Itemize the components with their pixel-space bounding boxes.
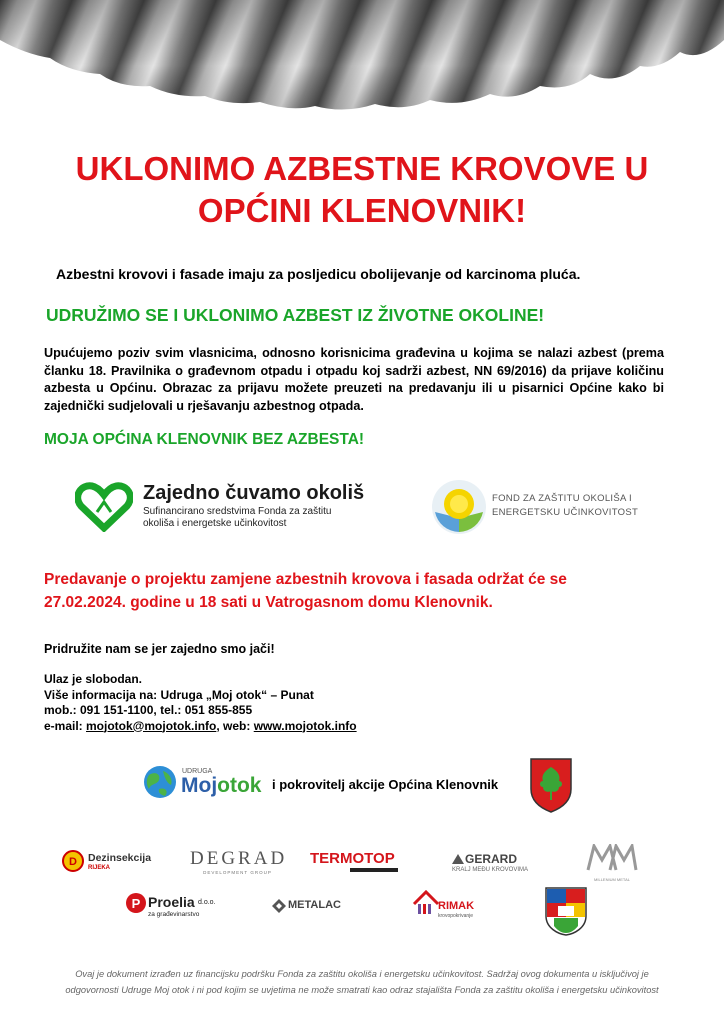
proelia-sub: za građevinarstvo	[148, 911, 200, 918]
zajedno-sub-line2: okoliša i energetske učinkovitost	[143, 518, 287, 529]
millenium-name: MILLENIUM METAL	[594, 877, 630, 882]
klenovnik-coat-of-arms-icon	[529, 757, 573, 813]
event-line1: Predavanje o projektu zamjene azbestnih krovova i fasada održat će se	[44, 571, 567, 588]
fond-logo-text	[492, 492, 672, 520]
event-line2: 27.02.2024. godine u 18 sati u Vatrogasnom domu Klenovnik.	[44, 594, 493, 611]
phone-numbers: mob.: 091 151-1100, tel.: 051 855-855	[44, 703, 253, 717]
join-us-text: Pridružite nam se jer zajedno smo jači!	[44, 642, 275, 656]
proelia-name: Proelia	[148, 894, 195, 910]
dezinsekcija-name: Dezinsekcija	[88, 852, 152, 864]
rimak-name: RIMAK	[438, 900, 475, 912]
asbestos-roof-image	[0, 0, 724, 112]
termotop-underline	[350, 868, 398, 872]
event-announcement	[44, 568, 684, 614]
mojotok-logo-text	[181, 774, 261, 798]
sponsor-dezinsekcija	[62, 850, 172, 876]
proelia-icon	[126, 893, 146, 913]
dezinsekcija-icon	[62, 850, 84, 872]
gerard-name: GERARD	[465, 852, 518, 866]
web-label: , web:	[216, 718, 254, 733]
footer-disclaimer	[30, 966, 694, 998]
fond-line2: ENERGETSKU UČINKOVITOST	[492, 507, 639, 518]
sponsor-degrad	[190, 848, 288, 880]
email-label: e-mail:	[44, 718, 87, 733]
globe-icon	[143, 765, 177, 799]
svg-text:D: D	[69, 856, 77, 868]
county-coat-of-arms-icon	[544, 886, 588, 936]
millenium-mm-icon	[586, 844, 638, 872]
main-title-line1: UKLONIMO AZBESTNE KROVOVE U	[75, 150, 649, 187]
main-title-line2: OPĆINI KLENOVNIK!	[197, 192, 527, 229]
degrad-name: DEGRAD	[190, 848, 288, 869]
footer-line1: Ovaj je dokument izrađen uz financijsku podršku Fonda za zaštitu okoliša i energetsku učinkovitost. Sadržaj ovog dokumenta u isključivoj je	[75, 969, 649, 979]
web-link[interactable]: www.mojotok.info	[253, 718, 357, 733]
sponsor-metalac	[272, 898, 352, 918]
free-entry: Ulaz je slobodan.	[44, 672, 143, 686]
metalac-name: METALAC	[288, 899, 341, 911]
contact-info	[44, 672, 357, 734]
fond-sun-icon	[430, 478, 488, 536]
rimak-roof-icon	[412, 890, 440, 916]
slogan-remove-asbestos: UDRUŽIMO SE I UKLONIMO AZBEST IZ ŽIVOTNE OKOLINE!	[46, 305, 545, 325]
email-link[interactable]: mojotok@mojotok.info	[86, 718, 217, 733]
sponsor-gerard	[452, 852, 542, 878]
more-info: Više informacija na: Udruga „Moj otok“ – Punat	[44, 687, 314, 702]
sponsor-proelia	[126, 893, 226, 921]
intro-text: Azbestni krovovi i fasade imaju za posljedicu obolijevanje od karcinoma pluća.	[56, 266, 581, 282]
mojotok-otok: otok	[217, 774, 262, 797]
sponsor-rimak	[412, 888, 484, 924]
main-title	[20, 148, 704, 232]
heart-recycle-icon	[75, 482, 133, 532]
degrad-sub: DEVELOPMENT GROUP	[203, 870, 272, 875]
sponsor-termotop	[310, 850, 410, 876]
footer-line2: odgovornosti Udruge Moj otok i ni pod kojim se uvjetima ne može smatrati kao odraz stajališta Fonda za zaštitu okoliša i energetsku učinkovitost	[65, 985, 659, 995]
metalac-icon	[272, 899, 286, 913]
dezinsekcija-city: RIJEKA	[88, 865, 111, 871]
gerard-sub: KRALJ MEĐU KROVOVIMA	[452, 867, 529, 873]
termotop-name: TERMOTOP	[310, 850, 395, 867]
invitation-paragraph: Upućujemo poziv svim vlasnicima, odnosno korisnicima građevina u kojima se nalazi azbest (prema članku 18. Pravilnika o građevnom otpadu i otpadu koj sadrži azbest, NN 69/2016) da prijave količinu azbesta u Općinu. Obrazac za prijavu možete preuzeti na predavanju ili u pisarnici Općine kako bi zajednički sudjelovali u rješavanju azbestnog otpada.	[44, 346, 664, 413]
zajedno-sub-line1: Sufinancirano sredstvima Fonda za zaštitu	[143, 506, 332, 517]
rimak-sub: krovopokrivanje	[438, 913, 474, 919]
zajedno-logo-title: Zajedno čuvamo okoliš	[143, 482, 365, 504]
fond-line1: FOND ZA ZAŠTITU OKOLIŠA I	[492, 493, 632, 504]
email-web-line	[44, 719, 357, 735]
slogan-klenovnik: MOJA OPĆINA KLENOVNIK BEZ AZBESTA!	[44, 431, 365, 448]
sponsor-millenium	[586, 844, 638, 880]
mojotok-moj: Moj	[181, 774, 218, 797]
patron-text: i pokrovitelj akcije Općina Klenovnik	[272, 777, 499, 792]
gerard-roof-icon	[452, 854, 464, 864]
svg-text:P: P	[131, 896, 141, 911]
zajedno-logo-subtitle	[143, 506, 373, 530]
udruga-label: UDRUGA	[182, 768, 213, 775]
proelia-doo: d.o.o.	[198, 899, 216, 906]
